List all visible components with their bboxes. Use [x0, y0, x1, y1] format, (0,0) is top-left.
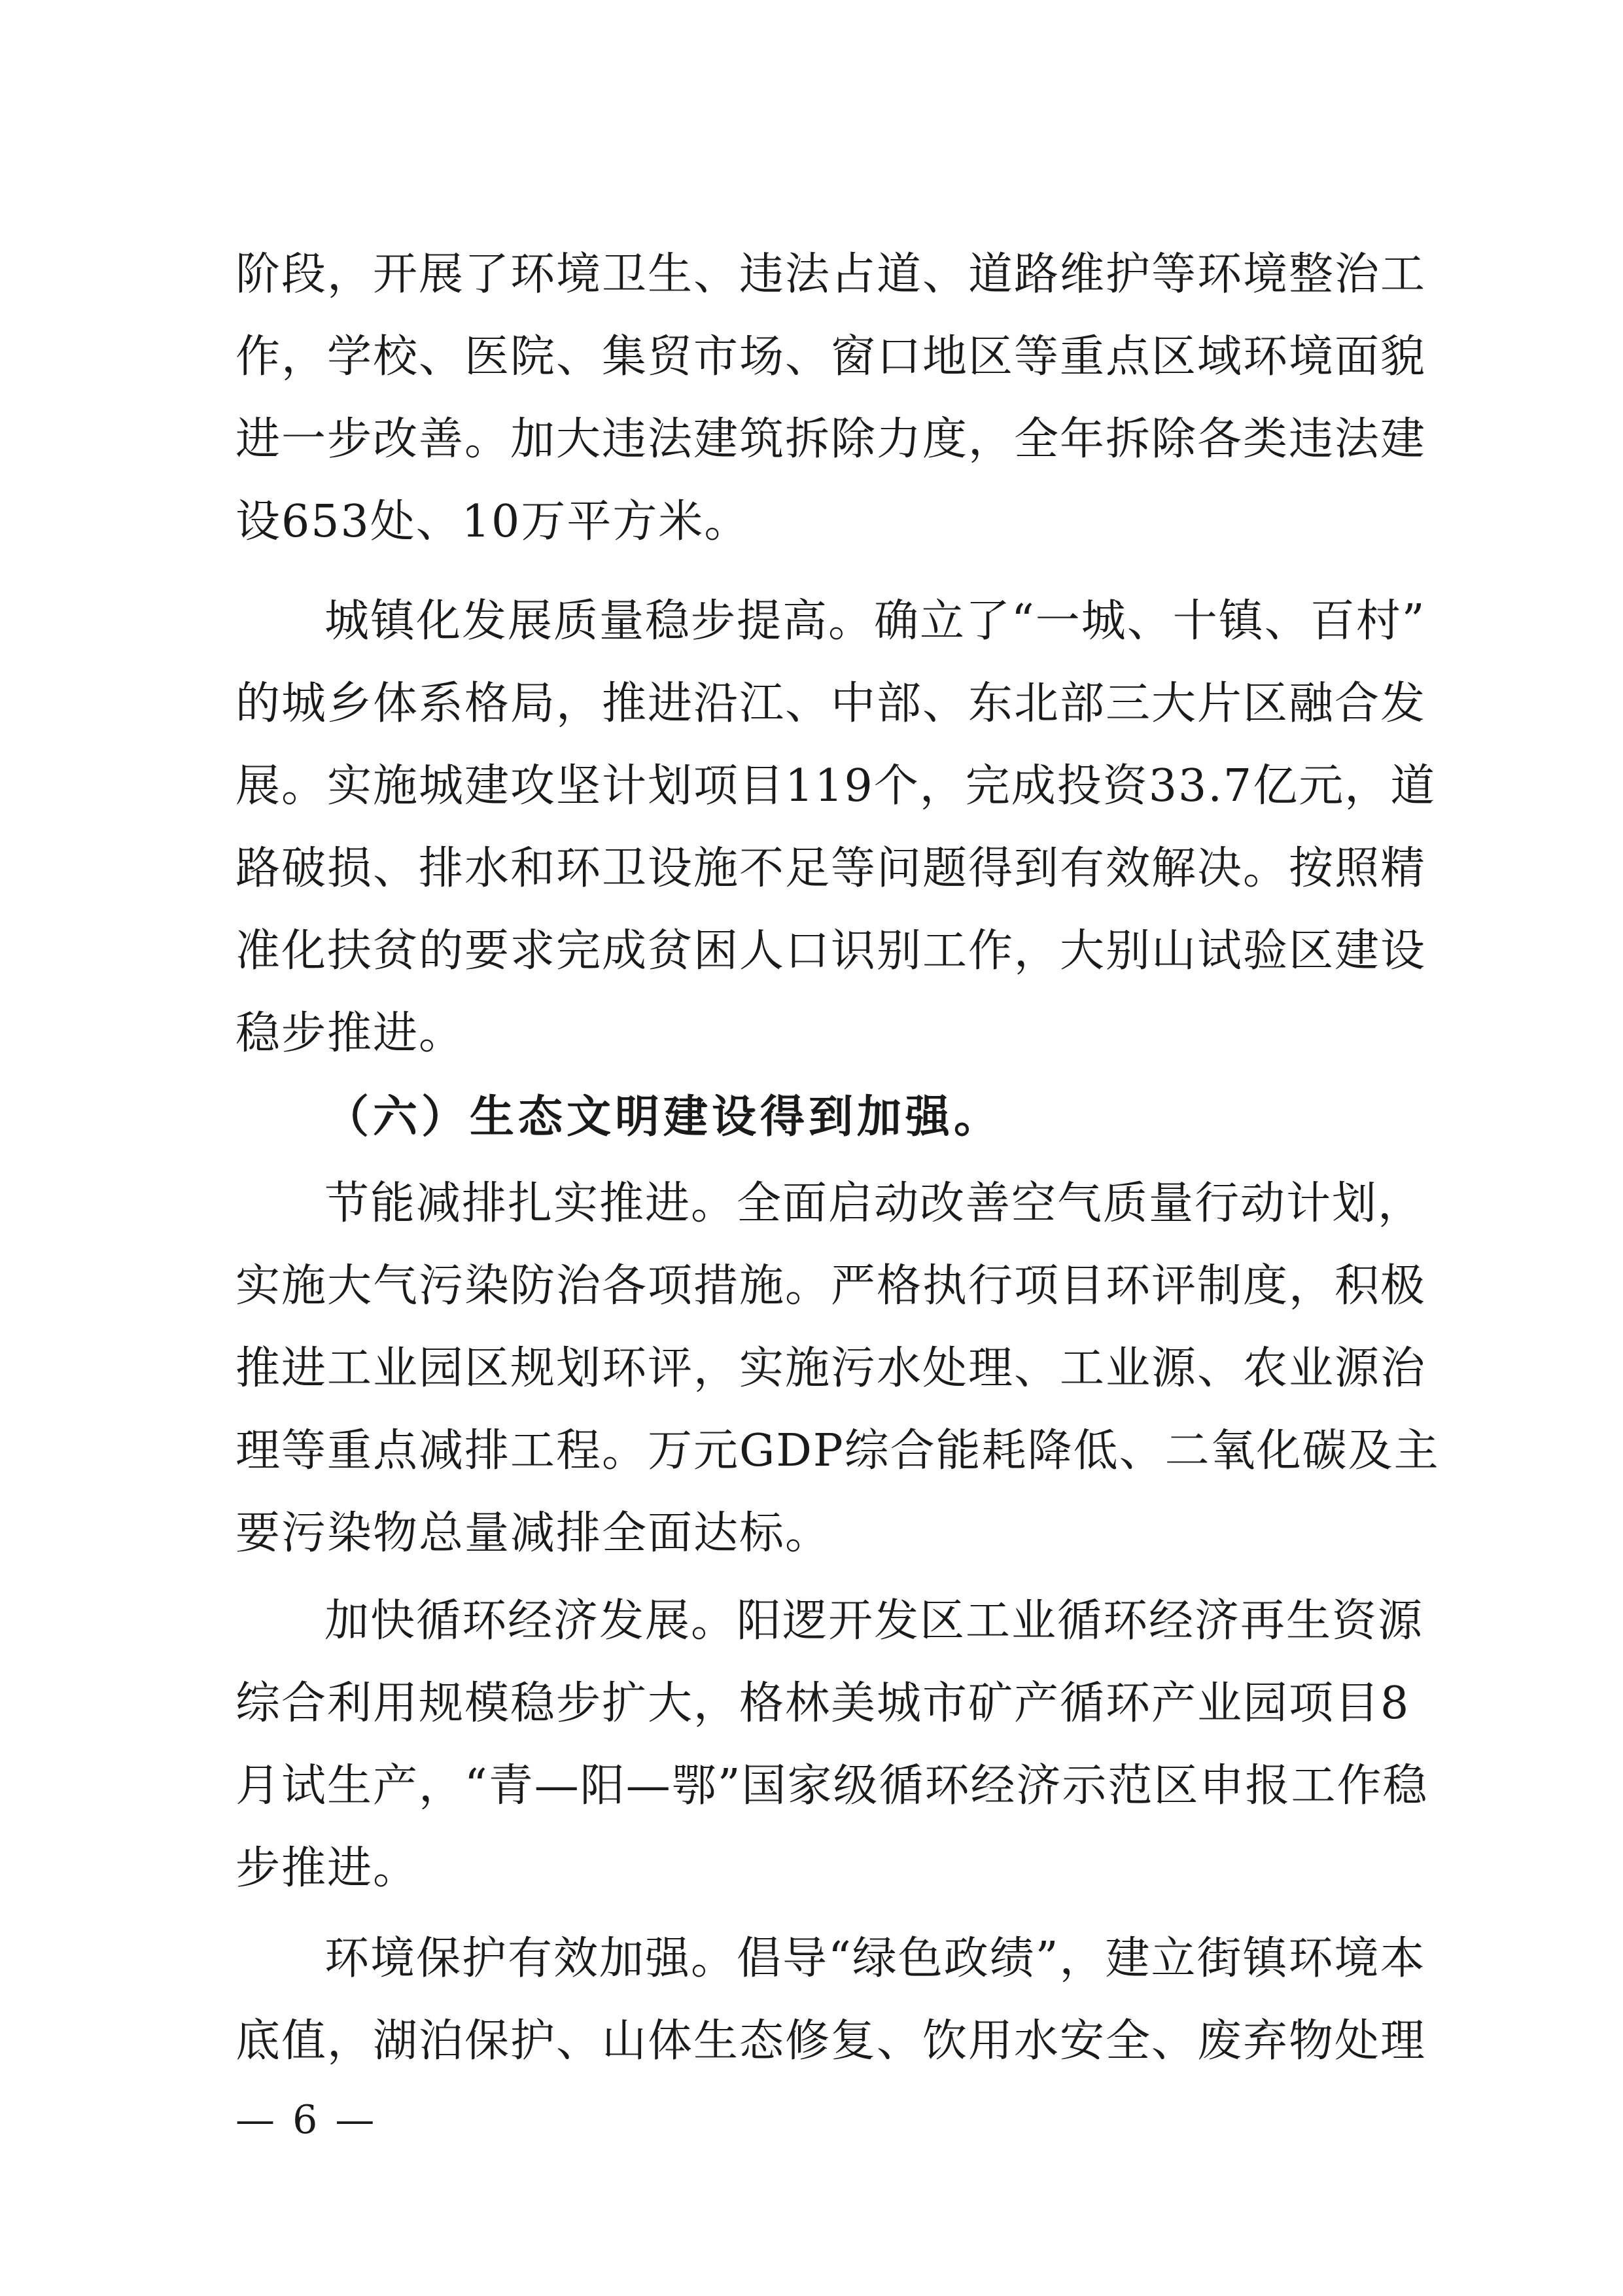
paragraph-line: 步推进。: [236, 1843, 419, 1894]
paragraph-line: 综合利用规模稳步扩大，格林美城市矿产循环产业园项目8: [236, 1678, 1410, 1729]
page-number: — 6 —: [236, 2097, 377, 2143]
paragraph-line: 推进工业园区规划环评，实施污水处理、工业源、农业源治: [236, 1343, 1427, 1394]
paragraph-line: 路破损、排水和环卫设施不足等问题得到有效解决。按照精: [236, 843, 1427, 894]
paragraph-line: 实施大气污染防治各项措施。严格执行项目环评制度，积极: [236, 1260, 1427, 1312]
paragraph-line: 城镇化发展质量稳步提高。确立了“一城、十镇、百村”: [324, 595, 1426, 647]
paragraph-line: 加快循环经济发展。阳逻开发区工业循环经济再生资源: [324, 1595, 1424, 1647]
paragraph-line: 准化扶贫的要求完成贫困人口识别工作，大别山试验区建设: [236, 925, 1427, 977]
paragraph-line: 节能减排扎实推进。全面启动改善空气质量行动计划，: [324, 1178, 1424, 1229]
paragraph-line: 稳步推进。: [236, 1008, 465, 1059]
paragraph-line: 的城乡体系格局，推进沿江、中部、东北部三大片区融合发: [236, 678, 1427, 730]
paragraph-line: 进一步改善。加大违法建筑拆除力度，全年拆除各类违法建: [236, 414, 1427, 465]
paragraph-line: 底值，湖泊保护、山体生态修复、饮用水安全、废弃物处理: [236, 2015, 1427, 2067]
paragraph-line: 设653处、10万平方米。: [236, 496, 750, 548]
paragraph-line: 作，学校、医院、集贸市场、窗口地区等重点区域环境面貌: [236, 331, 1427, 383]
paragraph-line: 环境保护有效加强。倡导“绿色政绩”，建立街镇环境本: [324, 1933, 1426, 1985]
paragraph-line: 展。实施城建攻坚计划项目119个，完成投资33.7亿元，道: [236, 760, 1437, 812]
paragraph-line: 要污染物总量减排全面达标。: [236, 1508, 831, 1559]
paragraph-line: 理等重点减排工程。万元GDP综合能耗降低、二氧化碳及主: [236, 1425, 1440, 1477]
paragraph-line: 阶段，开展了环境卫生、违法占道、道路维护等环境整治工: [236, 249, 1427, 300]
paragraph-line: 月试生产，“青—阳—鄂”国家级循环经济示范区申报工作稳: [236, 1760, 1429, 1812]
section-heading: （六）生态文明建设得到加强。: [324, 1091, 1003, 1143]
